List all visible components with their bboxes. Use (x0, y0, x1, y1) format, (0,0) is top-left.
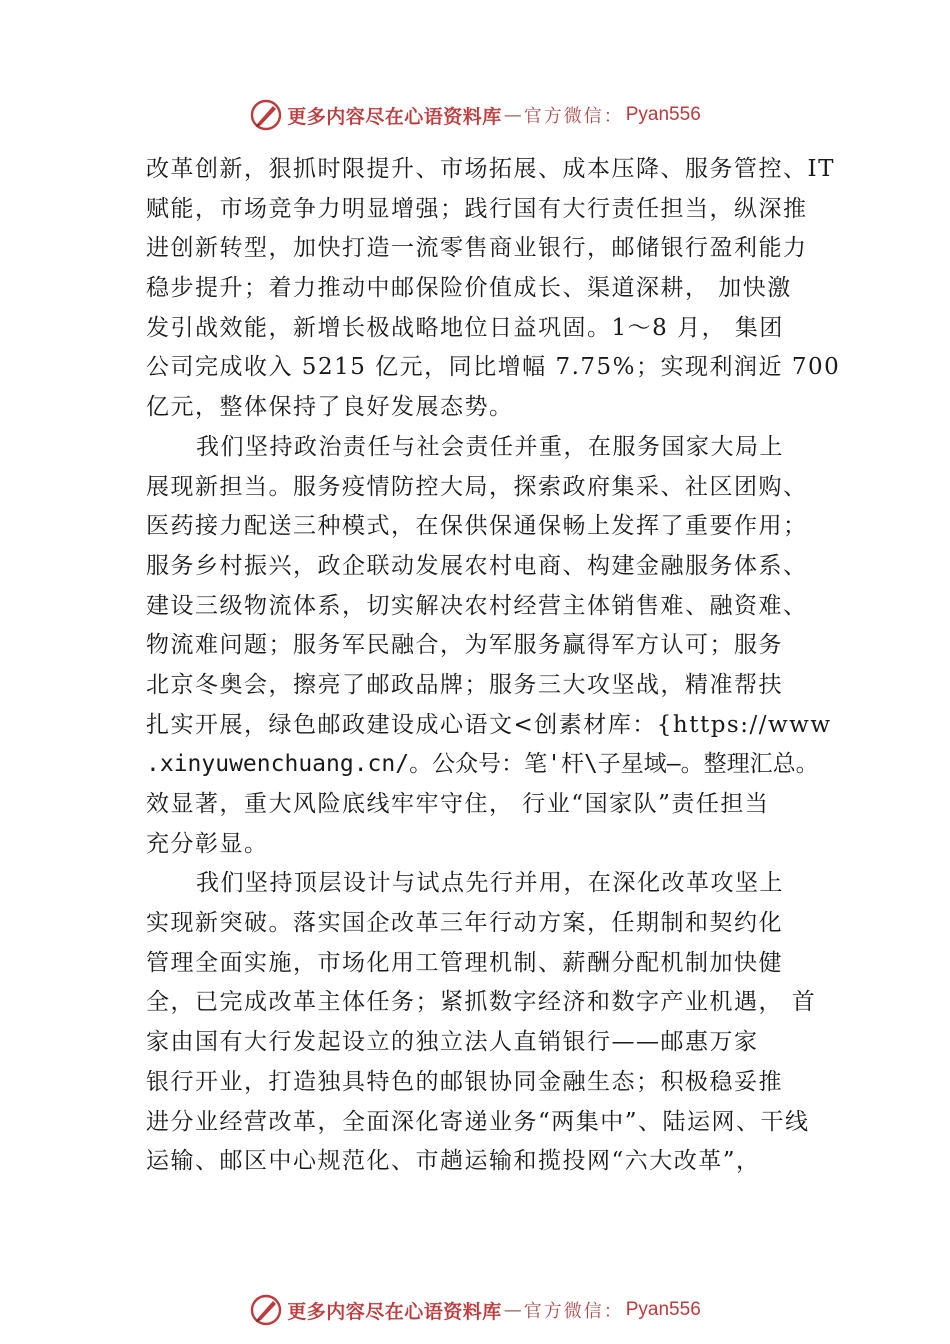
paragraph-start-line: 我们坚持顶层设计与试点先行并用，在深化改革攻坚上 (196, 870, 784, 897)
text-line: 北京冬奥会，擦亮了邮政品牌；服务三大攻坚战，精准帮扶 (146, 671, 783, 698)
text-line: 展现新担当。服务疫情防控大局，探索政府集采、社区团购、 (146, 473, 808, 500)
banner-wechat-label: 官方微信： (523, 1301, 624, 1322)
paragraph-start-line: 我们坚持政治责任与社会责任并重，在服务国家大局上 (196, 433, 784, 460)
text-line: 赋能，市场竞争力明显增强；践行国有大行责任担当，纵深推 (146, 195, 808, 222)
text-line: 效显著，重大风险底线牢牢守住， 行业“国家队”责任担当 (146, 791, 770, 817)
header-banner (0, 95, 950, 135)
banner-wechat-id: Pyan556 (625, 1299, 701, 1320)
text-line: 全，已完成改革主体任务；紧抓数字经济和数字产业机遇， 首 (146, 989, 817, 1016)
pen-logo-icon (249, 98, 283, 132)
text-line: 改革创新，狠抓时限提升、市场拓展、成本压降、服务管控、IT (146, 156, 835, 182)
text-line: 扎实开展，绿色邮政建设成心语文<创素材库：{https://www (146, 711, 832, 738)
text-line: 建设三级物流体系，切实解决农村经营主体销售难、融资难、 (146, 592, 808, 619)
text-line: 运输、邮区中心规范化、市趟运输和揽投网“六大改革”， (146, 1148, 761, 1175)
banner-wechat-id: Pyan556 (625, 104, 701, 125)
text-line: 实现新突破。落实国企改革三年行动方案，任期制和契约化 (146, 910, 783, 937)
text-line: 物流难问题；服务军民融合，为军服务赢得军方认可；服务 (146, 632, 783, 659)
text-line: 稳步提升；着力推动中邮保险价值成长、渠道深耕， 加快激 (146, 275, 792, 302)
text-line: 家由国有大行发起设立的独立法人直销银行——邮惠万家 (146, 1029, 759, 1056)
banner-wechat-label: 官方微信： (523, 106, 624, 127)
text-line: 管理全面实施，市场化用工管理机制、薪酬分配机制加快健 (146, 949, 783, 976)
text-line: .xinyuwenchuang.cn/。公众号：笔'杆\子星域—。整理汇总。 (146, 751, 819, 778)
text-line: 亿元，整体保持了良好发展态势。 (146, 394, 514, 421)
banner-title: 更多内容尽在心语资料库 (287, 1300, 502, 1323)
text-line: 银行开业，打造独具特色的邮银协同金融生态；积极稳妥推 (146, 1068, 783, 1095)
text-line: 医药接力配送三种模式，在保供保通保畅上发挥了重要作用； (146, 513, 808, 540)
document-body (146, 150, 846, 1182)
footer-banner (0, 1290, 950, 1330)
text-line: 进创新转型，加快打造一流零售商业银行，邮储银行盈利能力 (146, 235, 808, 262)
text-line: 进分业经营改革，全面深化寄递业务“两集中”、陆运网、干线 (146, 1108, 810, 1135)
banner-dash: — (503, 1299, 522, 1321)
text-line: 服务乡村振兴，政企联动发展农村电商、构建金融服务体系、 (146, 552, 808, 579)
text-line: 发引战效能，新增长极战略地位日益巩固。1～8 月， 集团 (146, 314, 784, 341)
banner-dash: — (503, 104, 522, 126)
text-line: 公司完成收入 5215 亿元，同比增幅 7.75%；实现利润近 700 (146, 354, 841, 381)
banner-title: 更多内容尽在心语资料库 (287, 105, 502, 128)
text-line: 充分彰显。 (146, 830, 269, 857)
pen-logo-icon (249, 1293, 283, 1327)
